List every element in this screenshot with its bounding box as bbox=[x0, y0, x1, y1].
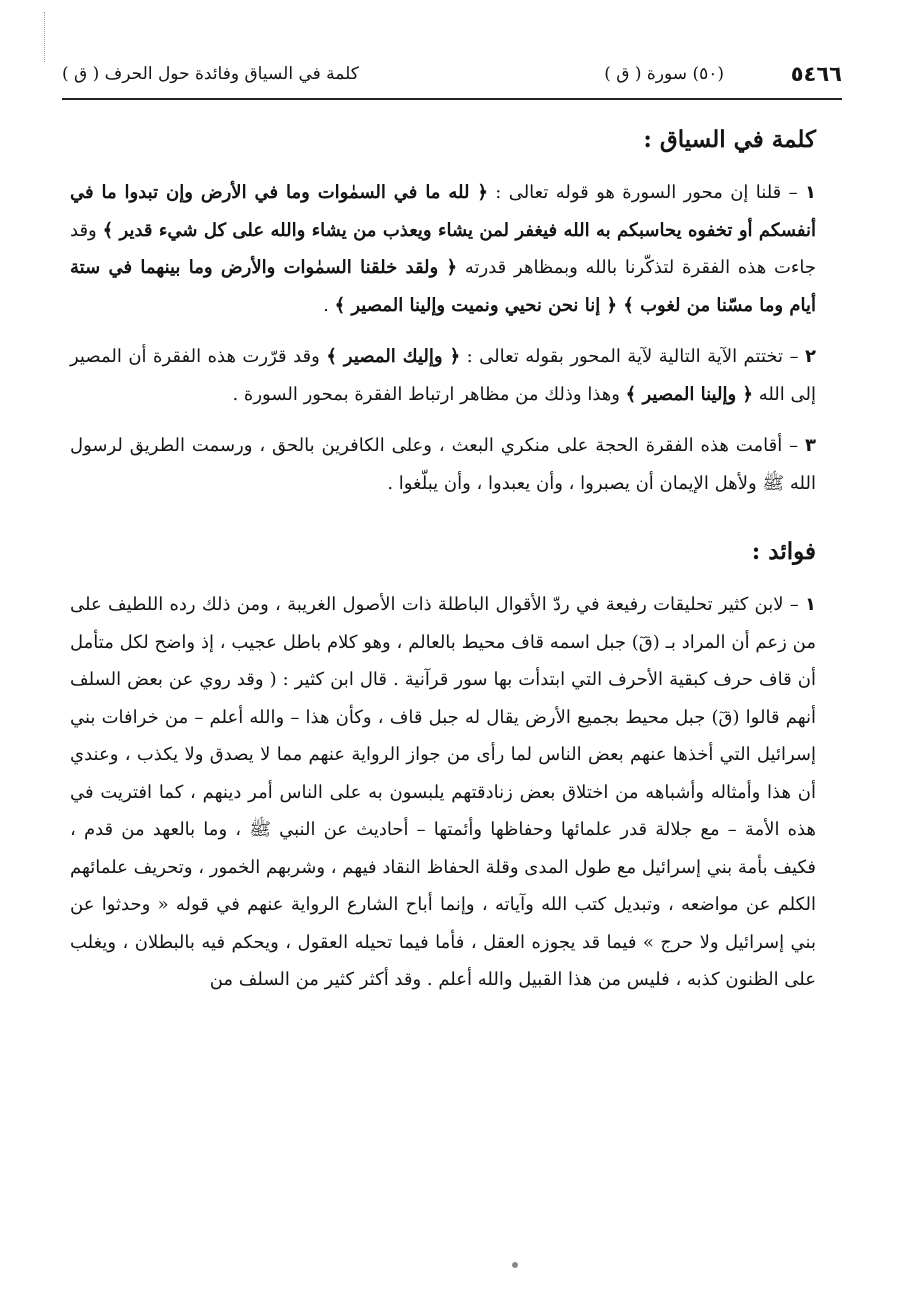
paragraph-text: . bbox=[323, 294, 335, 316]
paragraph-number: ١ bbox=[804, 182, 816, 203]
paragraph-text: وهذا وذلك من مظاهر ارتباط الفقرة بمحور السورة . bbox=[232, 383, 626, 405]
paragraph-context-3 bbox=[70, 427, 816, 502]
paragraph-text: – أقامت هذه الفقرة الحجة على منكري البعث ، وعلى الكافرين بالحق ، ورسمت الطريق لرسول الله ﷺ ولأهل الإيمان أن يصبروا ، وأن يعبدوا ، وأن يبلّغوا . bbox=[70, 435, 816, 494]
running-title: كلمة في السياق وفائدة حول الحرف ( ق ) bbox=[62, 64, 359, 84]
paragraph-benefit-1 bbox=[70, 586, 816, 999]
page-header bbox=[62, 58, 842, 100]
quran-verse: ﴿ لله ما في السمٰوات وما في الأرض وإن تبدوا ما في أنفسكم أو تخفوه يحاسبكم به الله فيغفر لمن يشاء ويعذب من يشاء والله على كل شيء قدير ﴾ bbox=[70, 182, 816, 241]
paragraph-context-1 bbox=[70, 174, 816, 324]
paragraph-context-2 bbox=[70, 338, 816, 413]
quran-verse: ﴿ ولقد خلقنا السمٰوات والأرض وما بينهما في ستة أيام وما مسّنا من لغوب ﴾ ﴿ إنا نحن نحيي ونميت وإلينا المصير ﴾ bbox=[70, 257, 816, 316]
paragraph-text: – لابن كثير تحليقات رفيعة في ردّ الأقوال الباطلة ذات الأصول الغريبة ، ومن ذلك رده اللطيف على من زعم أن المراد بـ (قٓ) جبل اسمه قاف محيط بالعالم ، وهو كلام باطل عجيب ، إذ واضح لكل متأمل أن قاف حرف كبقية الأحرف التي ابتدأت بها سور قرآنية . قال ابن كثير : ( وقد روي عن بعض السلف أنهم قالوا (قٓ) جبل محيط بجميع الأرض يقال له جبل قاف ، وكأن هذا – والله أعلم – من خرافات بني إسرائيل التي أخذها عنهم بعض الناس لما رأى من جواز الرواية عنهم مما لا يصدق ولا يكذب ، وعندي أن هذا وأمثاله وأشباهه من اختلاق بعض زنادقتهم يلبسون به على الناس أمر دينهم ، كما افتريت في هذه الأمة – مع جلالة قدر علمائها وحفاظها وأئمتها – أحاديث عن النبي ﷺ ، وما بالعهد من قدم ، فكيف بأمة بني إسرائيل مع طول المدى وقلة الحفاظ النقاد فيهم ، وشربهم الخمور ، وتحريف علمائهم الكلم عن مواضعه ، وتبديل كتب الله وآياته ، وإنما أباح الشارع الرواية عنهم في قوله « وحدثوا عن بني إسرائيل ولا حرج » فيما قد يجوزه العقل ، فأما فيما تحيله العقول ، ويحكم فيه بالبطلان ، ويغلب على الظنون كذبه ، فليس من هذا القبيل والله أعلم . وقد أكثر كثير من السلف من bbox=[70, 594, 817, 990]
paragraph-text: وقد قرّرت هذه الفقرة أن المصير إلى الله bbox=[70, 346, 816, 405]
scan-speck bbox=[512, 1262, 518, 1268]
paragraph-text: وقد جاءت هذه الفقرة لتذكّرنا بالله وبمظاهر قدرته bbox=[70, 219, 817, 278]
paragraph-number: ٣ bbox=[805, 435, 816, 456]
paragraph-text: – قلنا إن محور السورة هو قوله تعالى : bbox=[487, 182, 805, 203]
paragraph-text: – تختتم الآية التالية لآية المحور بقوله تعالى : bbox=[460, 346, 805, 367]
page-body bbox=[70, 120, 816, 999]
scan-mark bbox=[44, 12, 47, 62]
quran-verse: ﴿ وإلينا المصير ﴾ bbox=[625, 383, 753, 405]
quran-verse: ﴿ وإليك المصير ﴾ bbox=[326, 346, 461, 367]
paragraph-number: ١ bbox=[805, 594, 816, 615]
section-title-benefits: فوائد : bbox=[751, 538, 816, 565]
surah-label: (٥٠) سورة ( ق ) bbox=[604, 64, 724, 84]
page-number: ٥٤٦٦ bbox=[790, 62, 842, 86]
section-title-context: كلمة في السياق : bbox=[643, 126, 816, 153]
paragraph-number: ٢ bbox=[805, 346, 816, 367]
